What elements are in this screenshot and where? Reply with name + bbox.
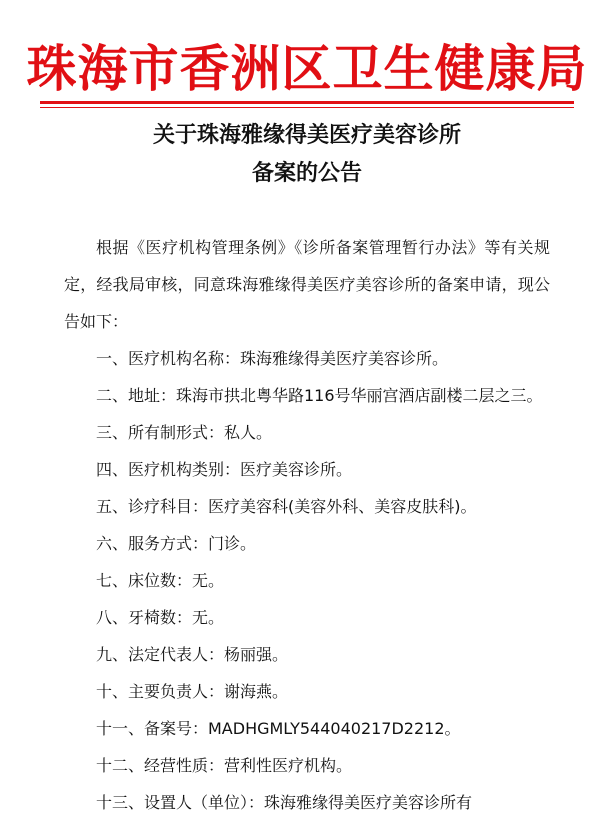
notice-item-13: 十三、设置人（单位）：珠海雅缘得美医疗美容诊所有 [96,793,473,812]
notice-item-6: 六、服务方式：门诊。 [96,534,257,553]
letterhead-rule-thin [40,107,574,108]
notice-item-4: 四、医疗机构类别：医疗美容诊所。 [96,460,353,479]
notice-item-7: 七、床位数：无。 [96,571,225,590]
notice-item-10: 十、主要负责人：谢海燕。 [96,682,289,701]
letterhead-title: 珠海市香洲区卫生健康局 [26,39,588,98]
notice-item-1: 一、医疗机构名称：珠海雅缘得美医疗美容诊所。 [96,349,449,368]
notice-item-11: 十一、备案号：MADHGMLY544040217D2212。 [96,719,461,738]
notice-title-line1: 关于珠海雅缘得美医疗美容诊所 [152,122,461,148]
notice-item-12: 十二、经营性质：营利性医疗机构。 [96,756,353,775]
notice-body [64,229,550,821]
notice-item-9: 九、法定代表人：杨丽强。 [96,645,289,664]
notice-intro: 根据《医疗机构管理条例》《诊所备案管理暂行办法》等有关规定，经我局审核，同意珠海雅缘得美医疗美容诊所的备案申请，现公告如下： [64,238,550,331]
notice-title-line2: 备案的公告 [251,160,362,186]
letterhead-rule-thick [40,101,574,104]
notice-item-8: 八、牙椅数：无。 [96,608,225,627]
notice-item-2: 二、地址：珠海市拱北粤华路116号华丽宫酒店副楼二层之三。 [96,386,543,405]
letterhead [0,14,614,106]
notice-item-5: 五、诊疗科目：医疗美容科(美容外科、美容皮肤科)。 [96,497,477,516]
notice-item-3: 三、所有制形式：私人。 [96,423,273,442]
